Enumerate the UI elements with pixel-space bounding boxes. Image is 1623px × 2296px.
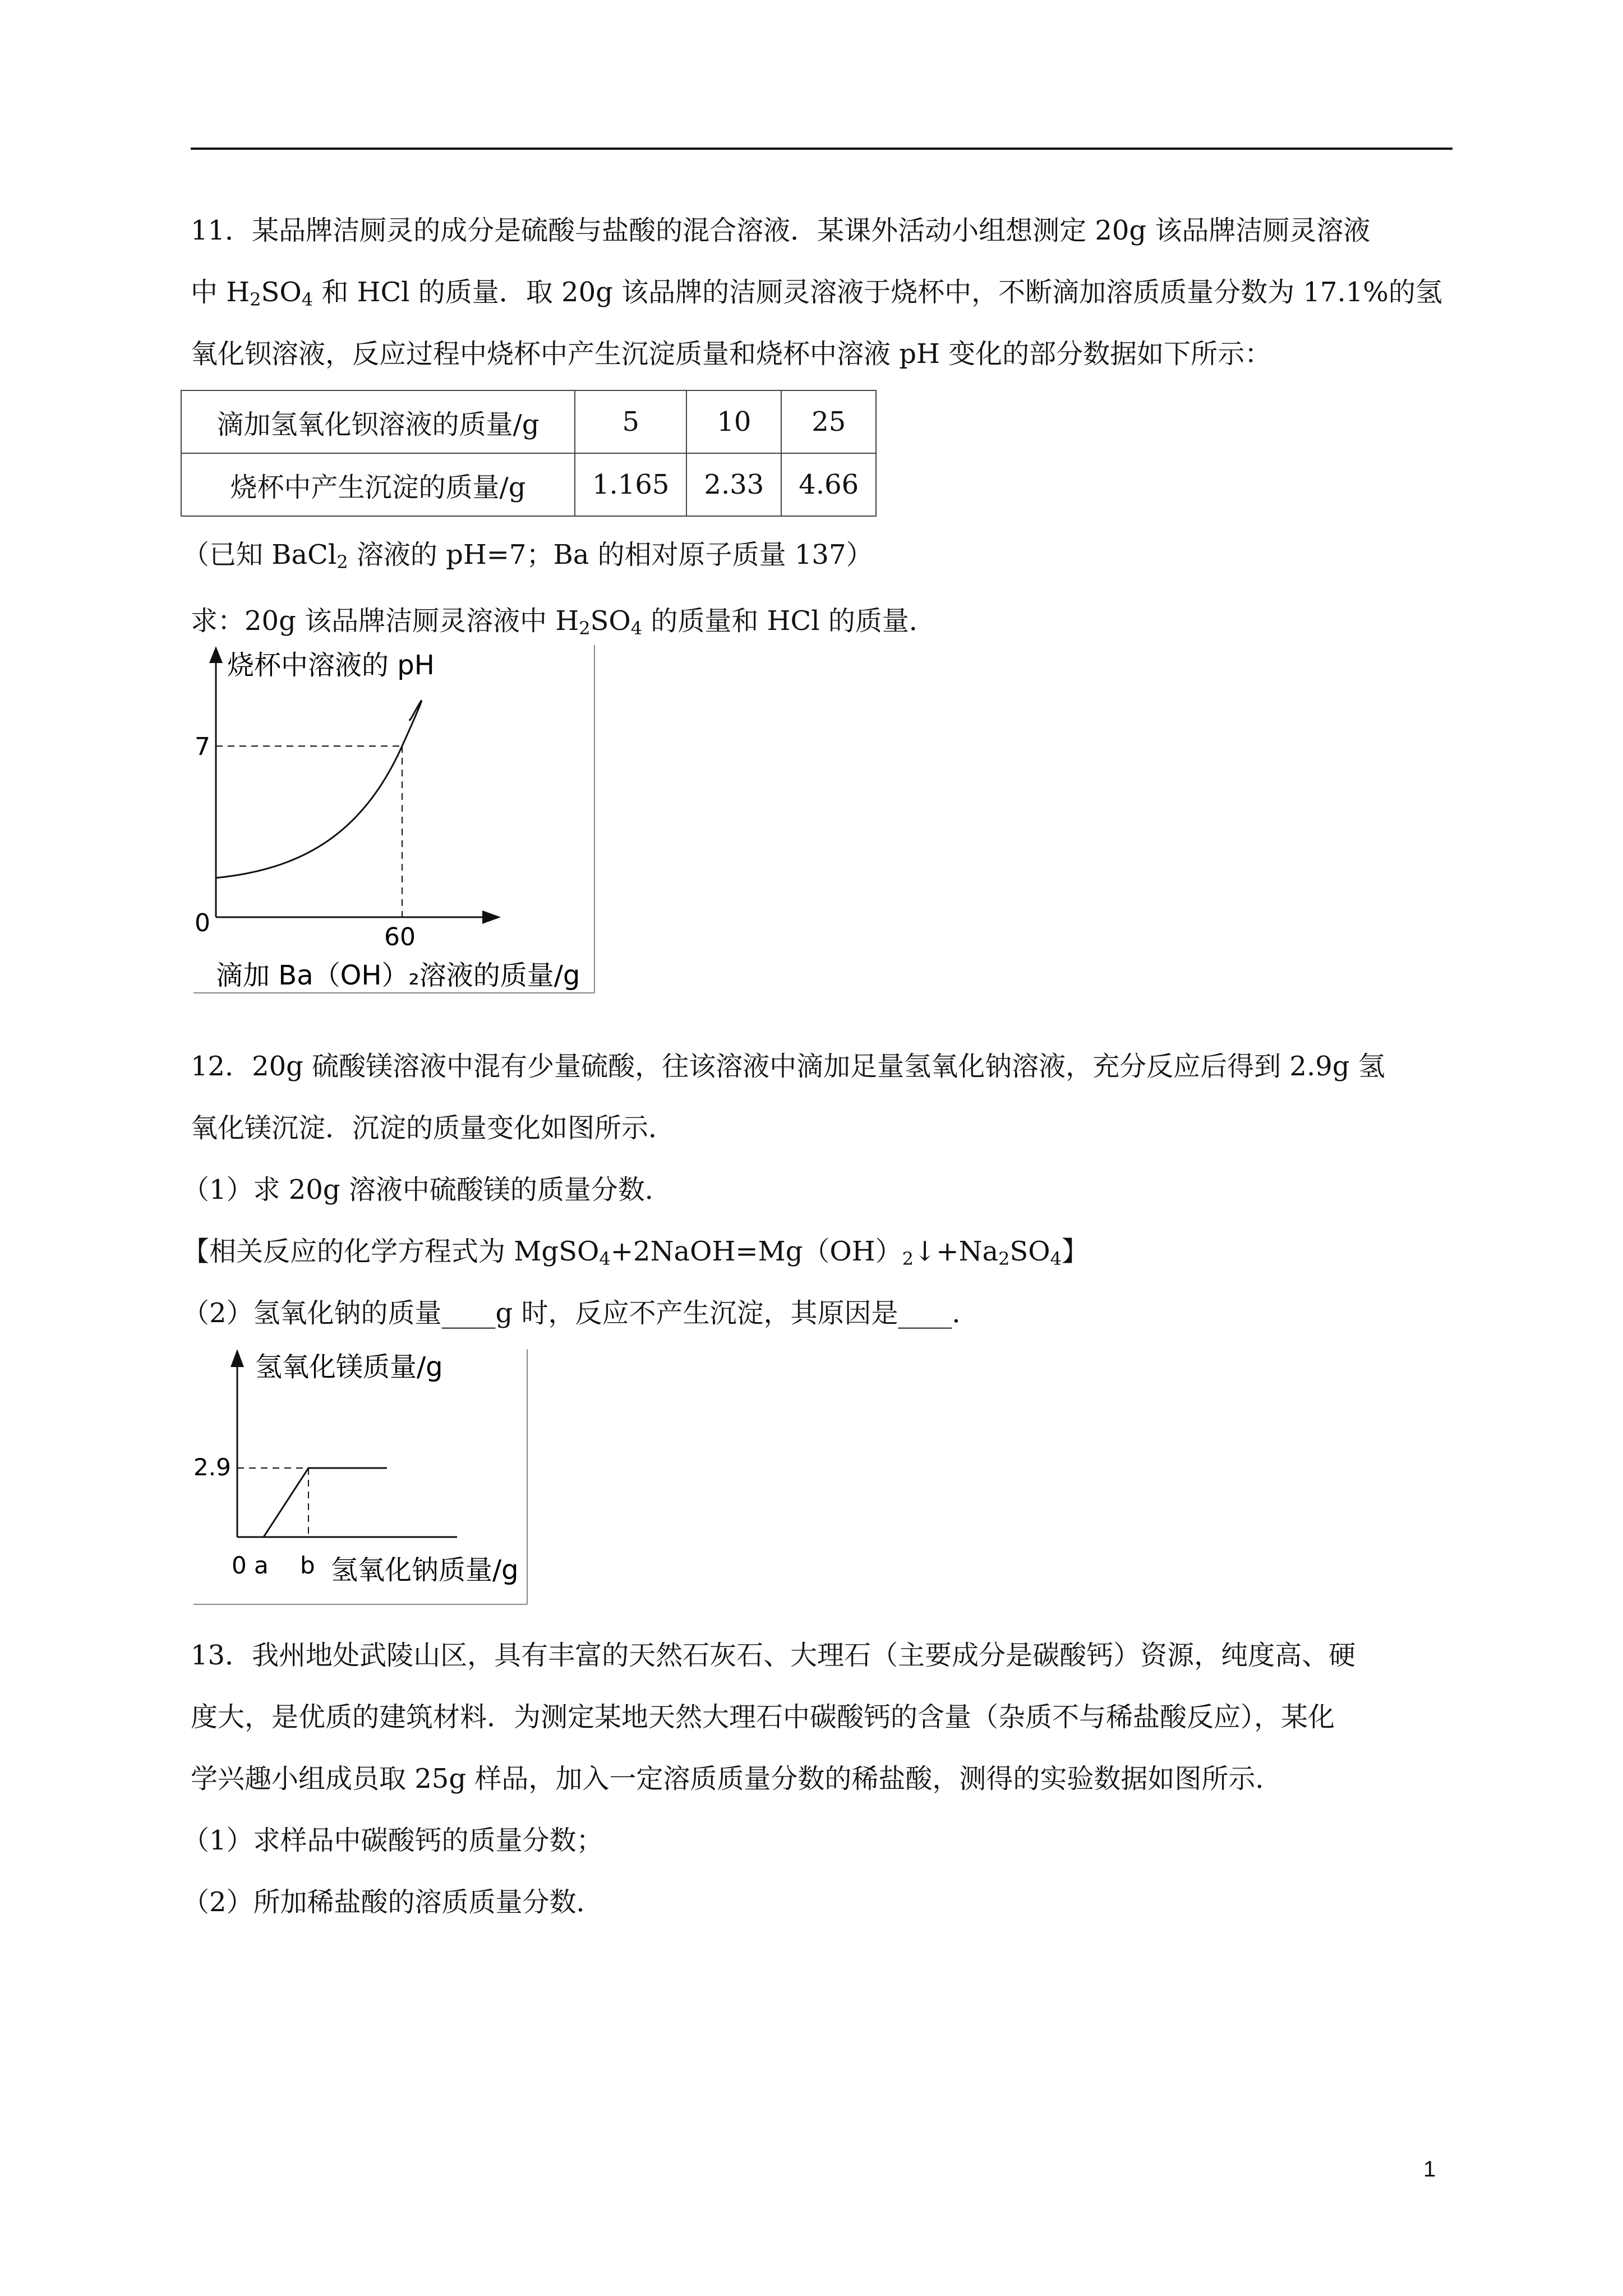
origin-label: 0 <box>232 1552 247 1579</box>
q11-line-1: 11．某品牌洁厕灵的成分是硫酸与盐酸的混合溶液．某课外活动小组想测定 20g 该品牌洁厕灵溶液 <box>191 215 1371 246</box>
q13-part-2: （2）所加稀盐酸的溶质质量分数． <box>182 1887 603 1918</box>
q11-ph-chart <box>193 639 597 999</box>
y-axis-arrow-icon <box>230 1349 244 1367</box>
q13-line-3: 学兴趣小组成员取 25g 样品，加入一定溶质质量分数的稀盐酸，测得的实验数据如图所示． <box>191 1763 1283 1795</box>
q12-equation: 【相关反应的化学方程式为 $MgSO_4+2NaOH=Mg(OH)_2↓+Na_2SO_4$】 <box>182 1236 1089 1269</box>
q11-line-3: 氧化钡溶液，反应过程中烧杯中产生沉淀质量和烧杯中溶液 pH 变化的部分数据如下所示： <box>191 338 1272 370</box>
x-axis-label: 滴加 Ba（OH）₂溶液的质量/g <box>216 960 580 991</box>
y-axis-arrow-icon <box>209 646 223 663</box>
precipitate-line <box>264 1468 387 1537</box>
table-cell: 10 <box>686 390 781 453</box>
q13-line-2: 度大，是优质的建筑材料．为测定某地天然大理石中碳酸钙的含量（杂质不与稀盐酸反应），某化 <box>191 1701 1335 1733</box>
q12-line-1: 12．20g 硫酸镁溶液中混有少量硫酸，往该溶液中滴加足量氢氧化钠溶液，充分反应后得到 2.9g 氢 <box>191 1051 1385 1082</box>
q11-ask: 求：20g 该品牌洁厕灵溶液中 $H_2SO_4$ 的质量和 HCl 的质量． <box>191 605 936 639</box>
y-axis-label: 烧杯中溶液的 pH <box>227 650 435 681</box>
ph-curve <box>216 701 422 878</box>
table-cell: 25 <box>781 390 876 453</box>
x-axis-label: 氢氧化钠质量/g <box>331 1554 519 1586</box>
table-cell: 滴加氢氧化钡溶液的质量/g <box>181 390 575 453</box>
x-tick-a: a <box>254 1552 269 1579</box>
y-axis-label: 氢氧化镁质量/g <box>255 1351 443 1383</box>
table-cell: 2.33 <box>686 453 781 516</box>
x-tick-60: 60 <box>384 923 416 951</box>
header-rule <box>191 148 1453 150</box>
origin-label: 0 <box>195 909 210 937</box>
q11-note: （已知 BaCl$_2$ 溶液的 pH=7；Ba 的相对原子质量 137） <box>182 539 873 573</box>
table-cell: 5 <box>575 390 686 453</box>
q12-part-2: （2）氢氧化钠的质量____g 时，反应不产生沉淀，其原因是____． <box>182 1297 979 1329</box>
table-cell: 烧杯中产生沉淀的质量/g <box>181 453 575 516</box>
q12-line-2: 氧化镁沉淀．沉淀的质量变化如图所示． <box>191 1112 676 1144</box>
table-row <box>181 453 876 516</box>
q13-line-1: 13．我州地处武陵山区，具有丰富的天然石灰石、大理石（主要成分是碳酸钙）资源，纯度高、硬 <box>191 1640 1356 1671</box>
y-tick-7: 7 <box>195 733 210 761</box>
q11-line-2: 中 $H_2SO_4$ 和 HCl 的质量．取 20g 该品牌的洁厕灵溶液于烧杯中，不断滴加溶质质量分数为 17.1%的氢 <box>191 277 1442 310</box>
table-cell: 4.66 <box>781 453 876 516</box>
table-cell: 1.165 <box>575 453 686 516</box>
q12-part-1: （1）求 20g 溶液中硫酸镁的质量分数． <box>182 1174 672 1205</box>
page-number: 1 <box>1423 2157 1436 2182</box>
q13-part-1: （1）求样品中碳酸钙的质量分数； <box>182 1825 603 1856</box>
y-tick-2-9: 2.9 <box>193 1453 231 1481</box>
x-tick-b: b <box>300 1552 315 1579</box>
x-axis-arrow-icon <box>482 910 501 924</box>
q12-mgoh2-chart <box>193 1343 530 1607</box>
q11-data-table <box>181 390 877 517</box>
table-row <box>181 390 876 453</box>
